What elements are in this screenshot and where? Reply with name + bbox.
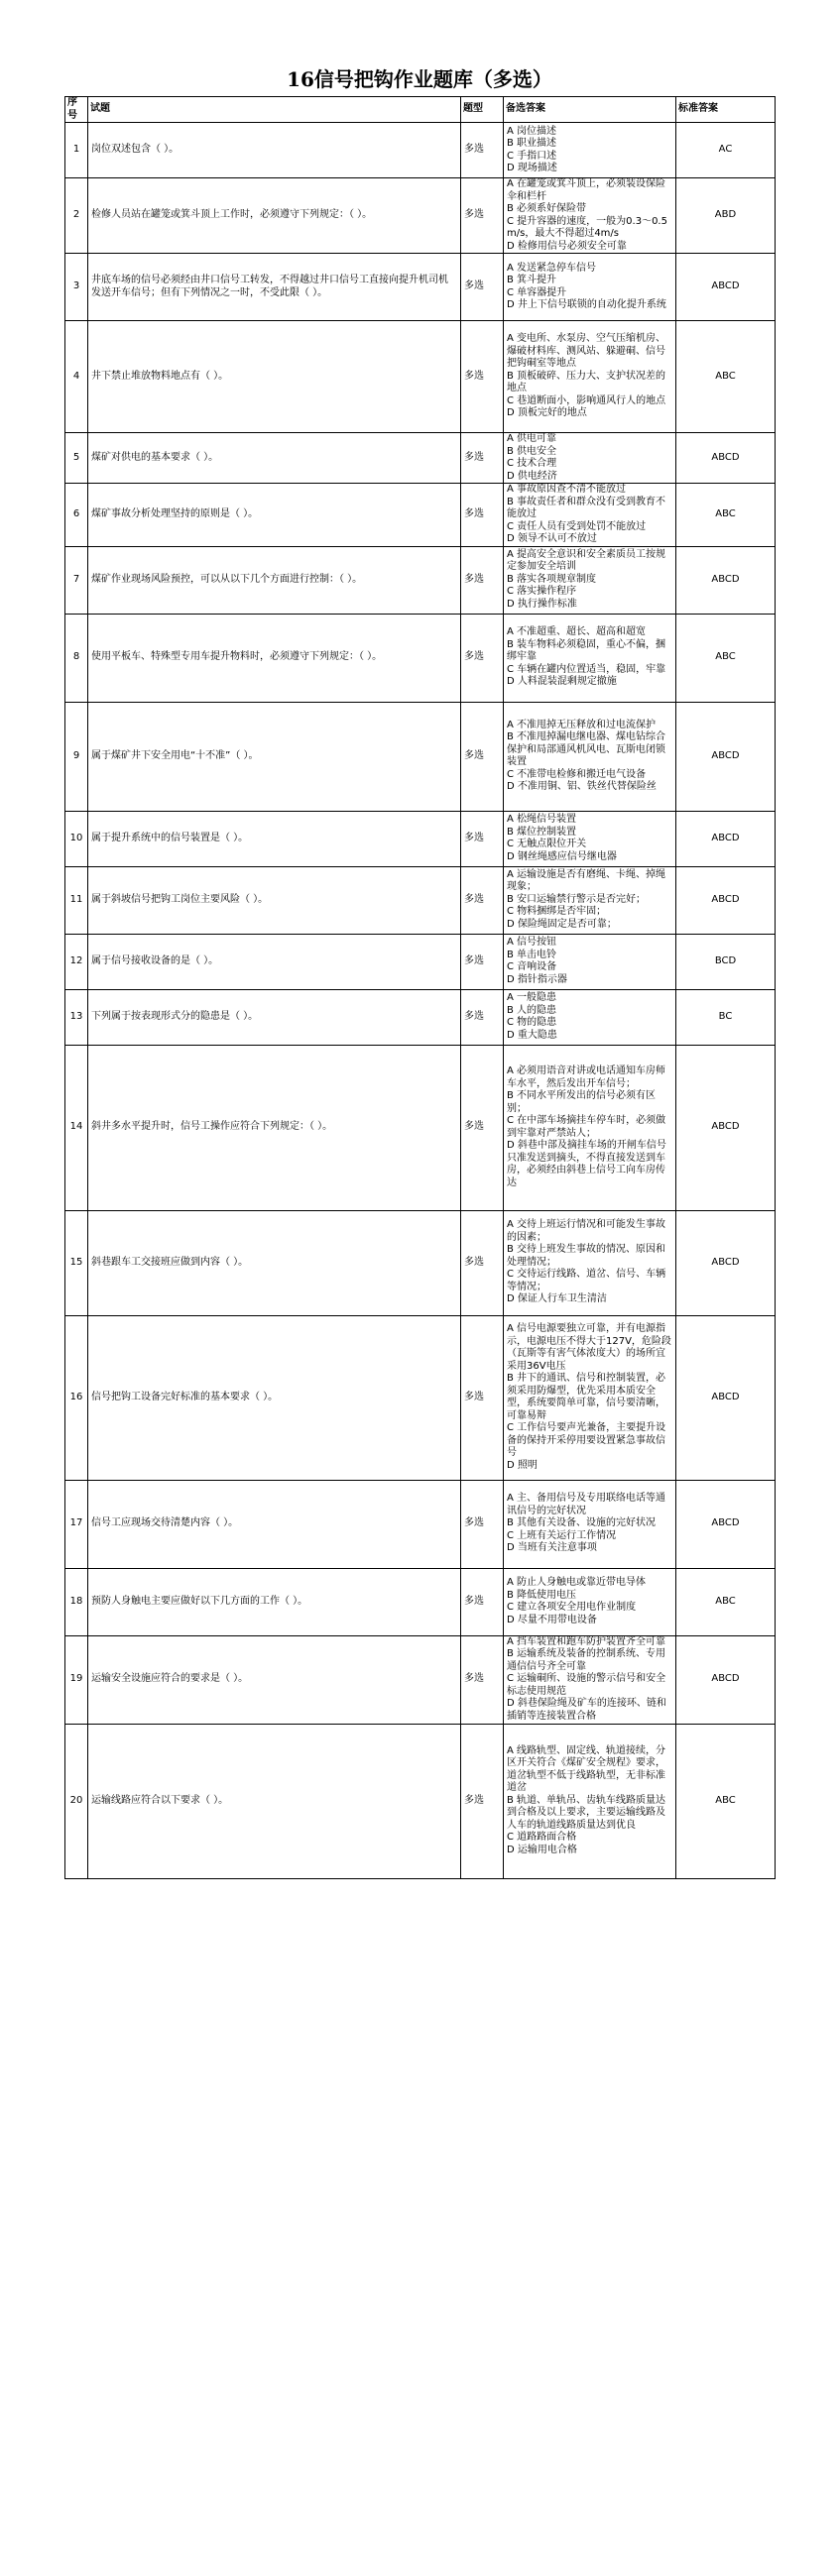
question-type: 多选 (461, 254, 504, 321)
answer-options (504, 1210, 676, 1315)
answer-option: B 职业描述 (507, 138, 557, 149)
question-number: 6 (65, 484, 88, 547)
answer-option: A 岗位描述 (507, 125, 557, 137)
header-answer: 标准答案 (676, 97, 776, 123)
answer-option: C 不准带电检修和搬迁电气设备 (507, 768, 647, 780)
answer-option: C 在中部车场摘挂车停车时，必须做到牢靠对严禁站人； (507, 1115, 666, 1139)
question-number: 18 (65, 1568, 88, 1635)
question-text: 井下禁止堆放物料地点有（ ）。 (88, 321, 461, 433)
answer-option: D 人料混装混剩规定撤施 (507, 676, 617, 688)
answer-option: B 其他有关设备、设施的完好状况 (507, 1517, 657, 1529)
standard-answer: ABCD (676, 702, 776, 811)
answer-option: A 在罐笼或箕斗顶上，必须装设保险伞和栏杆 (507, 178, 666, 202)
answer-option: B 安口运输禁行警示是否完好； (507, 893, 647, 905)
standard-answer: ABCD (676, 433, 776, 484)
answer-option: A 不准超重、超长、超高和超宽 (507, 626, 647, 638)
standard-answer: BC (676, 989, 776, 1045)
answer-option: D 尽量不用带电设备 (507, 1614, 597, 1625)
answer-option: A 挡车装置和跑车防护装置齐全可靠 (507, 1635, 666, 1647)
answer-option: B 落实各项规章制度 (507, 573, 597, 585)
answer-option: C 手指口述 (507, 150, 557, 162)
question-type: 多选 (461, 484, 504, 547)
answer-option: D 运输用电合格 (507, 1844, 577, 1855)
table-row (65, 989, 776, 1045)
standard-answer: ABCD (676, 866, 776, 934)
answer-option: D 指针指示器 (507, 973, 567, 985)
answer-option: C 上班有关运行工作情况 (507, 1529, 617, 1541)
table-row (65, 1724, 776, 1878)
question-type: 多选 (461, 178, 504, 254)
question-number: 13 (65, 989, 88, 1045)
answer-option: B 人的隐患 (507, 1004, 557, 1016)
answer-option: C 技术合理 (507, 458, 557, 469)
standard-answer: ABCD (676, 811, 776, 866)
question-number: 5 (65, 433, 88, 484)
question-text: 属于斜坡信号把钩工岗位主要风险（ ）。 (88, 866, 461, 934)
answer-option: C 工作信号要声光兼备，主要提升设备的保持开采停用要设置紧急事故信号 (507, 1422, 666, 1458)
answer-options (504, 123, 676, 178)
answer-option: B 运输系统及装备的控制系统、专用通信信号齐全可靠 (507, 1648, 666, 1672)
table-row (65, 484, 776, 547)
question-type: 多选 (461, 702, 504, 811)
answer-option: B 降低使用电压 (507, 1589, 577, 1601)
answer-option: C 物的隐患 (507, 1017, 557, 1028)
answer-options (504, 178, 676, 254)
answer-option: D 顶板完好的地点 (507, 407, 587, 419)
question-text: 预防人身触电主要应做好以下几方面的工作（ ）。 (88, 1568, 461, 1635)
answer-option: A 线路轨型、固定线、轨道接续，分区开关符合《煤矿安全规程》要求，道岔轨型不低于线路轨型，无非标准道岔 (507, 1744, 666, 1794)
answer-option: C 巷道断面小，影响通风行人的地点 (507, 394, 666, 406)
question-number: 1 (65, 123, 88, 178)
answer-options (504, 614, 676, 702)
standard-answer: BCD (676, 934, 776, 989)
standard-answer: ABC (676, 1568, 776, 1635)
answer-options (504, 1480, 676, 1568)
answer-option: A 必须用语音对讲或电话通知车房师车水平，然后发出开车信号； (507, 1065, 666, 1089)
answer-options (504, 1045, 676, 1210)
answer-option: C 提升容器的速度，一般为0.3～0.5m/s，最大不得超过4m/s (507, 215, 667, 239)
question-number: 11 (65, 866, 88, 934)
question-type: 多选 (461, 433, 504, 484)
question-number: 9 (65, 702, 88, 811)
answer-option: A 事故原因查不清不能放过 (507, 484, 627, 495)
answer-option: A 运输设施是否有磨绳、卡绳、掉绳现象； (507, 868, 666, 893)
question-text: 煤矿对供电的基本要求（ ）。 (88, 433, 461, 484)
table-row (65, 811, 776, 866)
answer-option: A 松绳信号装置 (507, 814, 577, 825)
answer-option: A 变电所、水泵房、空气压缩机房、爆破材料库、测风站、躲避硐、信号把钩硐室等地点 (507, 333, 666, 370)
question-text: 斜巷跟车工交接班应做到内容（ ）。 (88, 1210, 461, 1315)
question-type: 多选 (461, 1045, 504, 1210)
question-text: 斜井多水平提升时，信号工操作应符合下列规定：（ ）。 (88, 1045, 461, 1210)
standard-answer: ABCD (676, 1635, 776, 1724)
table-row (65, 934, 776, 989)
answer-option: A 一般隐患 (507, 992, 557, 1003)
answer-options (504, 484, 676, 547)
answer-option: C 建立各项安全用电作业制度 (507, 1602, 637, 1613)
answer-option: D 井上下信号联锁的自动化提升系统 (507, 299, 666, 310)
answer-option: A 信号电源要独立可靠，并有电源指示，电源电压不得大于127V，危险段（瓦斯等有害气体浓度大）的场所宜采用36V电压 (507, 1323, 671, 1372)
question-type: 多选 (461, 934, 504, 989)
standard-answer: ABCD (676, 1480, 776, 1568)
answer-options (504, 321, 676, 433)
answer-option: D 现场描述 (507, 163, 557, 173)
answer-options (504, 811, 676, 866)
answer-option: D 执行操作标准 (507, 598, 577, 610)
question-text: 运输线路应符合以下要求（ ）。 (88, 1724, 461, 1878)
answer-option: C 车辆在罐内位置适当，稳固，牢靠 (507, 663, 666, 675)
answer-option: B 必须系好保险带 (507, 203, 587, 214)
question-text: 检修人员站在罐笼或箕斗顶上工作时，必须遵守下列规定：（ ）。 (88, 178, 461, 254)
question-type: 多选 (461, 321, 504, 433)
answer-option: B 顶板破碎、压力大、支护状况差的地点 (507, 370, 666, 394)
question-number: 8 (65, 614, 88, 702)
table-row (65, 866, 776, 934)
question-text: 井底车场的信号必须经由井口信号工转发，不得越过井口信号工直接向提升机司机发送开车信号；但有下列情况之一时，不受此限（ ）。 (88, 254, 461, 321)
answer-options (504, 989, 676, 1045)
question-number: 2 (65, 178, 88, 254)
table-row (65, 1480, 776, 1568)
answer-option: A 供电可靠 (507, 433, 557, 444)
question-text: 运输安全设施应符合的要求是（ ）。 (88, 1635, 461, 1724)
answer-options (504, 934, 676, 989)
answer-option: A 不准甩掉无压释放和过电流保护 (507, 719, 657, 730)
answer-option: D 领导不认可不放过 (507, 533, 597, 544)
question-type: 多选 (461, 1635, 504, 1724)
standard-answer: ABCD (676, 1315, 776, 1480)
header-question: 试题 (88, 97, 461, 123)
question-number: 3 (65, 254, 88, 321)
answer-option: B 不准甩掉漏电继电器、煤电钻综合保护和局部通风机风电、瓦斯电闭锁装置 (507, 731, 666, 767)
answer-options (504, 433, 676, 484)
table-row (65, 123, 776, 178)
table-header-row (65, 97, 776, 123)
answer-option: D 保险绳固定是否可靠； (507, 918, 617, 930)
question-text: 煤矿事故分析处理坚持的原则是（ ）。 (88, 484, 461, 547)
table-row (65, 254, 776, 321)
question-number: 19 (65, 1635, 88, 1724)
question-number: 4 (65, 321, 88, 433)
table-row (65, 546, 776, 614)
question-text: 属于信号接收设备的是（ ）。 (88, 934, 461, 989)
question-text: 信号把钩工设备完好标准的基本要求（ ）。 (88, 1315, 461, 1480)
answer-option: D 照明 (507, 1459, 538, 1471)
answer-option: C 无触点限位开关 (507, 839, 587, 849)
table-row (65, 1315, 776, 1480)
answer-option: A 主、备用信号及专用联络电话等通讯信号的完好状况 (507, 1493, 666, 1516)
table-row (65, 1635, 776, 1724)
header-type: 题型 (461, 97, 504, 123)
answer-option: D 供电经济 (507, 470, 557, 482)
table-row (65, 702, 776, 811)
question-number: 17 (65, 1480, 88, 1568)
question-table (64, 96, 776, 1879)
answer-option: C 单容器提升 (507, 286, 567, 298)
answer-option: C 物料捆绑是否牢固； (507, 906, 607, 918)
table-row (65, 321, 776, 433)
standard-answer: ABCD (676, 254, 776, 321)
answer-options (504, 1724, 676, 1878)
answer-option: B 交待上班发生事故的情况、原因和处理情况； (507, 1244, 666, 1268)
question-text: 下列属于按表现形式分的隐患是（ ）。 (88, 989, 461, 1045)
answer-options (504, 1635, 676, 1724)
standard-answer: ABC (676, 321, 776, 433)
answer-option: B 箕斗提升 (507, 275, 557, 285)
standard-answer: ABC (676, 484, 776, 547)
question-number: 14 (65, 1045, 88, 1210)
answer-option: B 轨道、单轨吊、齿轨车线路质量达到合格及以上要求，主要运输线路及人车的轨道线路质量达到优良 (507, 1794, 666, 1831)
question-type: 多选 (461, 1210, 504, 1315)
standard-answer: ABCD (676, 1045, 776, 1210)
question-type: 多选 (461, 1315, 504, 1480)
standard-answer: ABC (676, 1724, 776, 1878)
answer-option: D 检修用信号必须安全可靠 (507, 240, 627, 252)
answer-option: A 防止人身触电或靠近带电导体 (507, 1577, 647, 1588)
answer-option: C 运输硐所、设施的警示信号和安全标志使用规范 (507, 1673, 666, 1697)
answer-option: A 发送紧急停车信号 (507, 262, 597, 274)
answer-option: D 当班有关注意事项 (507, 1542, 597, 1554)
header-options: 备选答案 (504, 97, 676, 123)
table-body (65, 123, 776, 1879)
answer-option: B 单击电铃 (507, 949, 557, 960)
answer-options (504, 254, 676, 321)
question-type: 多选 (461, 1724, 504, 1878)
question-number: 16 (65, 1315, 88, 1480)
standard-answer: ABC (676, 614, 776, 702)
answer-option: B 煤位控制装置 (507, 826, 577, 838)
question-type: 多选 (461, 866, 504, 934)
page-title: 16信号把钩作业题库（多选） (287, 67, 552, 91)
question-text: 属于提升系统中的信号装置是（ ）。 (88, 811, 461, 866)
answer-option: D 重大隐患 (507, 1029, 557, 1041)
answer-option: D 斜巷中部及摘挂车场的开闸车信号只准发送到摘头，不得直接发送到车房，必须经由斜巷上信号工向车房传达 (507, 1140, 666, 1188)
answer-option: A 交待上班运行情况和可能发生事故的因素； (507, 1219, 666, 1243)
question-number: 15 (65, 1210, 88, 1315)
answer-option: B 事故责任者和群众没有受到教育不能放过 (507, 496, 666, 519)
answer-options (504, 702, 676, 811)
table-row (65, 178, 776, 254)
question-type: 多选 (461, 546, 504, 614)
question-type: 多选 (461, 811, 504, 866)
standard-answer: ABCD (676, 1210, 776, 1315)
question-text: 煤矿作业现场风险预控，可以从以下几个方面进行控制：（ ）。 (88, 546, 461, 614)
answer-option: A 信号按钮 (507, 937, 557, 948)
standard-answer: ABCD (676, 546, 776, 614)
answer-options (504, 866, 676, 934)
question-number: 12 (65, 934, 88, 989)
question-number: 7 (65, 546, 88, 614)
table-row (65, 614, 776, 702)
answer-option: D 斜巷保险绳及矿车的连接环、链和插销等连接装置合格 (507, 1698, 666, 1722)
question-type: 多选 (461, 1568, 504, 1635)
question-type: 多选 (461, 989, 504, 1045)
table-row (65, 1045, 776, 1210)
table-row (65, 1568, 776, 1635)
standard-answer: AC (676, 123, 776, 178)
answer-option: B 不同水平所发出的信号必须有区别； (507, 1090, 657, 1114)
question-text: 属于煤矿井下安全用电“十不准”（ ）。 (88, 702, 461, 811)
answer-options (504, 1568, 676, 1635)
answer-option: B 井下的通讯、信号和控制装置，必须采用防爆型，优先采用本质安全型，系统要简单可靠，信号要清晰，可靠易辩 (507, 1373, 666, 1421)
answer-option: B 装车物料必须稳固，重心不偏，捆绑牢靠 (507, 638, 666, 663)
answer-option: D 保证人行车卫生清洁 (507, 1293, 607, 1305)
answer-option: C 交待运行线路、道岔、信号、车辆等情况； (507, 1269, 666, 1292)
table-row (65, 1210, 776, 1315)
answer-option: D 钢丝绳感应信号继电器 (507, 850, 617, 862)
answer-option: C 责任人员有受到处罚不能放过 (507, 520, 647, 532)
answer-option: C 落实操作程序 (507, 586, 577, 598)
question-type: 多选 (461, 1480, 504, 1568)
answer-option: D 不准用铜、铝、铁丝代替保险丝 (507, 781, 657, 792)
answer-options (504, 546, 676, 614)
question-type: 多选 (461, 614, 504, 702)
question-text: 岗位双述包含（ ）。 (88, 123, 461, 178)
table-row (65, 433, 776, 484)
answer-options (504, 1315, 676, 1480)
question-number: 20 (65, 1724, 88, 1878)
answer-option: B 供电安全 (507, 445, 557, 457)
question-type: 多选 (461, 123, 504, 178)
standard-answer: ABD (676, 178, 776, 254)
answer-option: A 提高安全意识和安全素质员工按规定参加安全培训 (507, 548, 666, 573)
answer-option: C 音响设备 (507, 961, 557, 972)
header-no: 序号 (65, 97, 88, 123)
question-number: 10 (65, 811, 88, 866)
question-text: 使用平板车、特殊型专用车提升物料时，必须遵守下列规定：（ ）。 (88, 614, 461, 702)
question-text: 信号工应现场交待清楚内容（ ）。 (88, 1480, 461, 1568)
answer-option: C 道路路面合格 (507, 1832, 577, 1844)
